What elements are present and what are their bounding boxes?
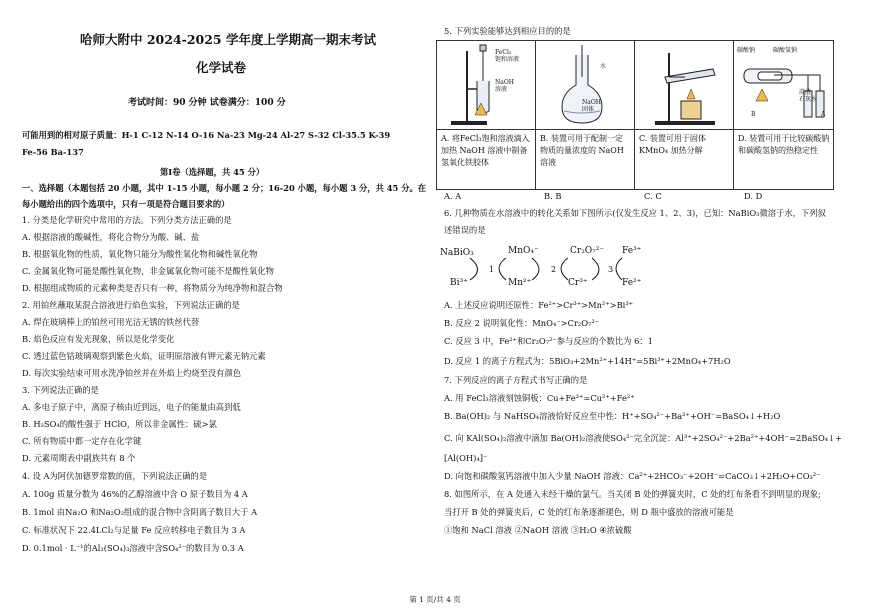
q1-option-b: B. 根据氧化物的性质，氧化物只能分为酸性氧化物和碱性氧化物	[22, 249, 258, 259]
apparatus-d-label4: 石灰水	[799, 96, 818, 103]
apparatus-b-label1: 水	[600, 63, 607, 70]
q2-option-b: B. 焰色反应有发光现象，所以是化学变化	[22, 334, 175, 344]
q2-option-a: A. 焊在玻璃棒上的铂丝可用光洁无锈的铁丝代替	[22, 317, 200, 327]
q3-option-d: D. 元素周期表中副族共有 8 个	[22, 453, 136, 463]
apparatus-a-label1: FeCl₃	[495, 49, 512, 56]
q7-option-a: A. 用 FeCl₃溶液刻蚀铜板：Cu+Fe³⁺=Cu²⁺+Fe²⁺	[444, 393, 635, 403]
q7-stem: 7. 下列反应的离子方程式书写正确的是	[444, 375, 588, 385]
species-cr3: Cr³⁺	[568, 278, 588, 288]
q1-option-c: C. 金属氧化物可能是酸性氧化物，非金属氧化物可能不是酸性氧化物	[22, 266, 274, 276]
school-title: 哈师大附中 2024-2025 学年度上学期高一期末考试	[80, 32, 376, 47]
section-instructions-2: 每小题给出的四个选项中，只有一项是符合题目要求的）	[22, 199, 230, 209]
apparatus-d-label2: 碳酸氢钠	[773, 47, 798, 54]
apparatus-d-label5: B	[751, 111, 756, 118]
q6-option-a: A. 上述反应说明还原性：Fe²⁺>Cr³⁺>Mn²⁺>Bi³⁺	[444, 300, 634, 310]
q3-option-c: C. 所有物质中都一定存在化学键	[22, 436, 142, 446]
q5-caption-d: D. 装置可用于比较碳酸钠和碳酸氢钠的热稳定性	[738, 134, 830, 155]
species-bi3: Bi³⁺	[450, 278, 468, 288]
q4-stem: 4. 设 A为阿伏加德罗常数的值，下列说法正确的是	[22, 471, 208, 481]
apparatus-c-image	[635, 41, 733, 129]
q5-option-d: D. D	[744, 191, 763, 201]
q8-options: ①饱和 NaCl 溶液 ②NaOH 溶液 ③H₂O ④浓硫酸	[444, 525, 632, 535]
species-mn2: Mn²⁺	[508, 278, 532, 288]
reaction-number-2: 2	[551, 265, 557, 274]
q8-stem-2: 当打开 B 处的弹簧夹后，C 处的红布条逐渐褪色，则 D 瓶中盛放的溶液可能是	[444, 507, 734, 517]
q1-option-d: D. 根据组成物质的元素种类是否只有一种，将物质分为纯净物和混合物	[22, 283, 283, 293]
q6-stem-1: 6. 几种物质在水溶液中的转化关系如下图所示(仅发生反应 1、2、3)，已知：NaBiO₃微溶于水，下列叙	[444, 208, 826, 218]
q6-option-d: D. 反应 1 的离子方程式为：5BiO₃+2Mn²⁺+14H⁺=5Bi³⁺+2MnO₄+7H₂O	[444, 356, 731, 366]
apparatus-b-label2: NaOH	[582, 99, 601, 106]
atomic-masses-line1: 可能用到的相对原子质量：H-1 C-12 N-14 O-16 Na-23 Mg-24 Al-27 S-32 Cl-35.5 K-39	[22, 130, 391, 140]
apparatus-d-label3: 澄清	[799, 89, 812, 96]
page-footer: 第 1 页/共 4 页	[409, 595, 461, 604]
q5-option-a: A. A	[444, 191, 462, 201]
q6-option-b: B. 反应 2 说明氧化性：MnO₄⁻>Cr₂O₇²⁻	[444, 318, 600, 328]
exam-time-info: 考试时间：90 分钟 试卷满分：100 分	[128, 98, 286, 108]
q7-option-d: D. 向饱和碳酸氢钙溶液中加入少量 NaOH 溶液：Ca²⁺+2HCO₃⁻+2OH⁻=CaCO₃↓+2H₂O+CO₃²⁻	[444, 471, 821, 481]
q1-stem: 1. 分类是化学研究中常用的方法。下列分类方法正确的是	[22, 215, 232, 225]
q3-stem: 3. 下列说法正确的是	[22, 385, 99, 395]
apparatus-b-image	[536, 41, 634, 129]
q5-option-c: C. C	[644, 191, 662, 201]
apparatus-a-label4: 溶液	[495, 86, 508, 93]
section-title: 第Ⅰ卷（选择题，共 45 分）	[160, 167, 265, 177]
species-mno4: MnO₄⁻	[508, 246, 539, 256]
q1-option-a: A. 根据溶液的酸碱性，将化合物分为酸、碱、盐	[22, 232, 200, 242]
apparatus-d-label6: A	[821, 111, 826, 118]
q5-figure-table	[436, 40, 834, 190]
q7-option-c-line1: C. 向 KAl(SO₄)₂溶液中滴加 Ba(OH)₂溶液使SO₄²⁻完全沉淀：Al³⁺+2SO₄²⁻+2Ba²⁺+4OH⁻=2BaSO₄↓+	[444, 433, 842, 443]
q4-option-c: C. 标准状况下 22.4LCl₂与足量 Fe 反应转移电子数目为 3 A	[22, 525, 246, 535]
q7-option-c-line2: [Al(OH)₄]⁻	[444, 453, 488, 463]
q6-stem-2: 述错误的是	[444, 225, 486, 235]
q3-option-b: B. H₂SO₄的酸性强于 HClO，所以非金属性：硫>氯	[22, 419, 217, 429]
q5-caption-c: C. 装置可用于固体 KMnO₄ 加热分解	[639, 134, 706, 155]
apparatus-a-image	[437, 41, 535, 129]
q5-option-b: B. B	[544, 191, 562, 201]
q2-option-d: D. 每次实验结束可用水洗净铂丝并在外焰上灼烧至没有颜色	[22, 368, 242, 378]
reaction-arrows	[440, 244, 650, 292]
species-fe3: Fe³⁺	[622, 246, 642, 256]
reaction-number-1: 1	[489, 265, 495, 274]
q8-stem-1: 8. 如图所示，在 A 处通入未经干燥的氯气。当关闭 B 处的弹簧夹时，C 处的红布条看不到明显的现象;	[444, 489, 821, 499]
q5-caption-b: B. 装置可用于配制一定物质的量浓度的 NaOH 溶液	[540, 134, 624, 167]
apparatus-a-label2: 饱和溶液	[495, 56, 520, 63]
species-cr2o7: Cr₂O₇²⁻	[570, 246, 605, 256]
q5-stem: 5. 下列实验能够达到相应目的的是	[444, 26, 571, 36]
apparatus-d-label1: 碳酸钠	[737, 47, 756, 54]
q6-option-c: C. 反应 3 中，Fe²⁺和Cr₂O₇²⁻参与反应的个数比为 6：1	[444, 336, 653, 346]
species-fe2: Fe²⁺	[622, 278, 642, 288]
q3-option-a: A. 多电子原子中，离原子核由近到远，电子的能量由高到低	[22, 402, 241, 412]
q4-option-b: B. 1mol 由Na₂O 和Na₂O₂组成的混合物中含阴离子数目大于 A	[22, 507, 258, 517]
species-nabio3: NaBiO₃	[440, 248, 474, 258]
reaction-number-3: 3	[608, 265, 614, 274]
q2-stem: 2. 用铂丝蘸取某混合溶液进行焰色实验，下列说法正确的是	[22, 300, 240, 310]
q5-caption-a: A. 将FeCl₃饱和溶液滴入加热 NaOH 溶液中制备氢氧化铁胶体	[441, 134, 530, 167]
q4-option-a: A. 100g 质量分数为 46%的乙醇溶液中含 O 原子数目为 4 A	[22, 489, 248, 499]
apparatus-b-label3: 固体	[582, 106, 595, 113]
section-instructions-1: 一、选择题（本题包括 20 小题，其中 1-15 小题，每小题 2 分；16-20 小题，每小题 3 分，共 45 分。在	[22, 183, 427, 193]
atomic-masses-line2: Fe-56 Ba-137	[22, 147, 84, 157]
apparatus-d-image	[734, 41, 832, 129]
apparatus-a-label3: NaOH	[495, 79, 514, 86]
q2-option-c: C. 透过蓝色钴玻璃观察到紫色火焰，证明原溶液有钾元素无钠元素	[22, 351, 266, 361]
q7-option-b: B. Ba(OH)₂ 与 NaHSO₄溶液恰好反应至中性：H⁺+SO₄²⁻+Ba²⁺+OH⁻=BaSO₄↓+H₂O	[444, 411, 781, 421]
q4-option-d: D. 0.1mol · L⁻¹的Al₂(SO₄)₃溶液中含SO₄²⁻的数目为 0.3 A	[22, 543, 244, 553]
q6-reaction-diagram	[440, 244, 640, 292]
subject-title: 化学试卷	[196, 60, 247, 75]
table-divider	[437, 129, 833, 130]
